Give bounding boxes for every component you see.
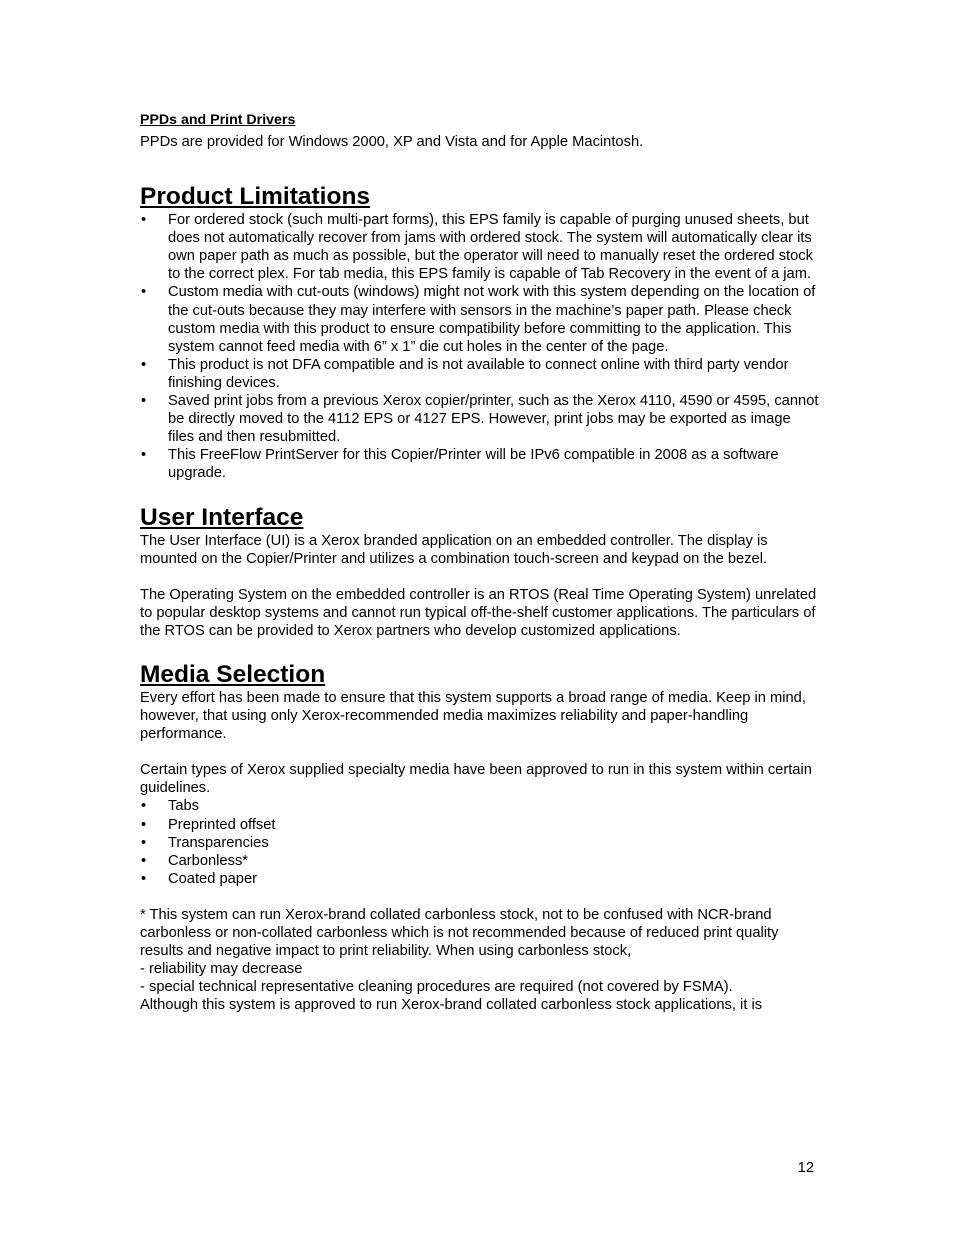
list-item: • Preprinted offset: [140, 816, 820, 834]
list-item: • For ordered stock (such multi-part forms), this EPS family is capable of purging unused sheets, but does not automatically recover from jams with ordered stock. The system will automatically clear its own paper path as much as possible, but the operator will need to manually reset the ordered stock to the correct plex. For tab media, this EPS family is capable of Tab Recovery in the event of a jam.: [140, 211, 820, 283]
media-paragraph-1: Every effort has been made to ensure that this system supports a broad range of media. Keep in mind, however, that using only Xerox-recommended media maximizes reliability and paper-handling performance.: [140, 689, 806, 743]
document-page: [140, 111, 820, 1014]
list-item: • Coated paper: [140, 870, 820, 888]
user-interface-heading: User Interface: [140, 503, 304, 531]
list-item: • This product is not DFA compatible and is not available to connect online with third party vendor finishing devices.: [140, 356, 820, 392]
ui-paragraph-2: The Operating System on the embedded controller is an RTOS (Real Time Operating System) unrelated to popular desktop systems and cannot run typical off-the-shelf customer applications. The particulars of the RTOS can be provided to Xerox partners who develop customized applications.: [140, 586, 817, 639]
note-dash-2: - special technical representative cleaning procedures are required (not covered by FSMA).: [140, 979, 733, 996]
media-paragraph-2: Certain types of Xerox supplied specialty media have been approved to run in this system within certain guidelines.: [140, 762, 812, 797]
note-continuation: Although this system is approved to run Xerox-brand collated carbonless stock applications, it is: [140, 997, 763, 1014]
limitations-list: [140, 211, 820, 482]
list-item: • Custom media with cut-outs (windows) might not work with this system depending on the location of the cut-outs because they may interfere with sensors in the machine’s paper path. Please check custom media with this product to ensure compatibility before committing to the application. This system cannot feed media with 6” x 1” die cut holes in the center of the page.: [140, 283, 820, 355]
list-item: • This FreeFlow PrintServer for this Copier/Printer will be IPv6 compatible in 2008 as a software upgrade.: [140, 446, 820, 482]
list-item: • Tabs: [140, 797, 820, 815]
ui-paragraph-1: The User Interface (UI) is a Xerox branded application on an embedded controller. The display is mounted on the Copier/Printer and utilizes a combination touch-screen and keypad on the bezel.: [140, 532, 768, 567]
media-selection-heading: Media Selection: [140, 660, 326, 688]
list-item: • Saved print jobs from a previous Xerox copier/printer, such as the Xerox 4110, 4590 or 4595, cannot be directly moved to the 4112 EPS or 4127 EPS. However, print jobs may be exported as image files and then resubmitted.: [140, 392, 820, 446]
ppd-text: PPDs are provided for Windows 2000, XP and Vista and for Apple Macintosh.: [140, 134, 644, 150]
media-list: [140, 797, 820, 887]
carbonless-note: * This system can run Xerox-brand collated carbonless stock, not to be confused with NCR-brand carbonless or non-collated carbonless which is not recommended because of reduced print quality results and negative impact to print reliability. When using carbonless stock,: [140, 906, 779, 960]
page-number: 12: [797, 1160, 814, 1176]
list-item: • Transparencies: [140, 834, 820, 852]
product-limitations-heading: Product Limitations: [140, 183, 371, 211]
ppd-heading: PPDs and Print Drivers: [140, 112, 296, 128]
note-dash-1: - reliability may decrease: [140, 961, 303, 978]
list-item: • Carbonless*: [140, 852, 820, 870]
